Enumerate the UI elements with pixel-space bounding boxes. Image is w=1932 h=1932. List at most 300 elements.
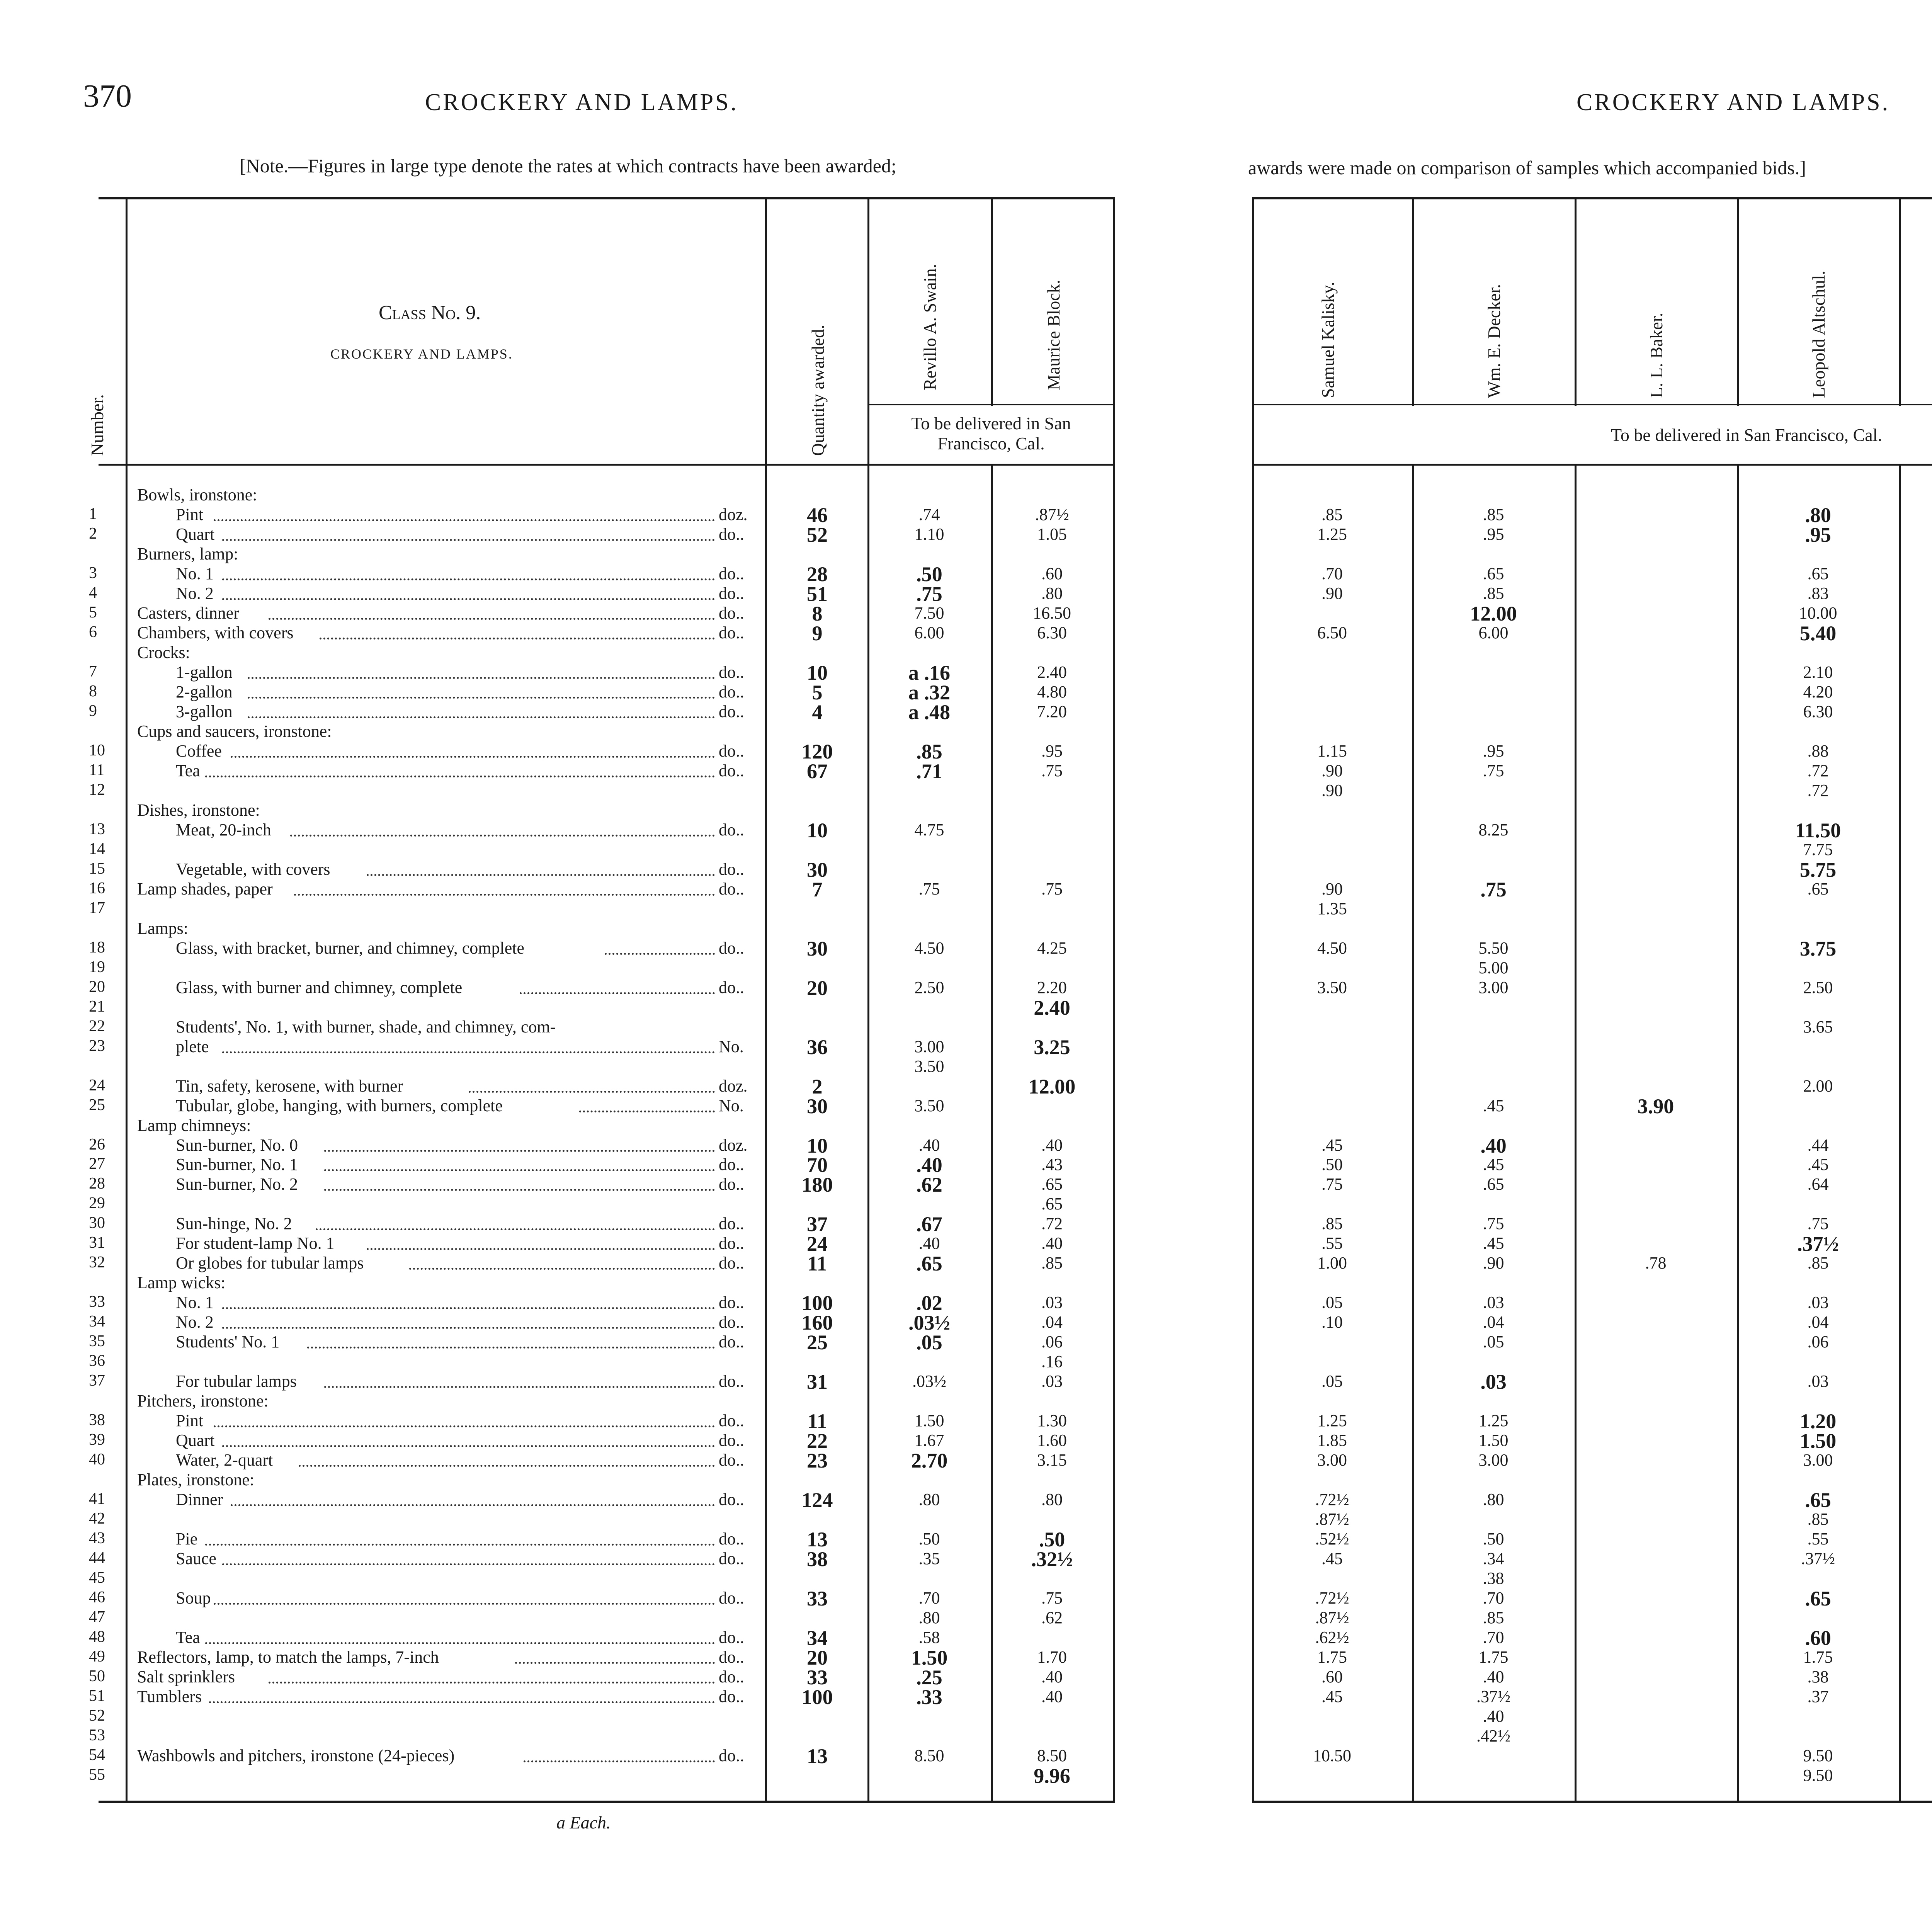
cell-swain: .75 <box>916 582 942 605</box>
row-qty: 100 <box>801 1685 833 1709</box>
row-item: Tea <box>176 1628 200 1647</box>
cell-swain: 3.50 <box>914 1056 944 1076</box>
row-qty: 38 <box>807 1548 828 1571</box>
cell-altschul: .45 <box>1807 1155 1829 1174</box>
cell-altschul: 2.10 <box>1803 662 1833 682</box>
cell-decker: .70 <box>1483 1588 1504 1608</box>
bidder-header-decker: Wm. E. Decker. <box>1484 284 1504 398</box>
cell-block: 6.30 <box>1037 623 1067 642</box>
row-unit: do.. <box>719 1628 744 1647</box>
row-unit: do.. <box>719 1588 744 1608</box>
cell-block: .85 <box>1041 1253 1063 1273</box>
row-qty: 33 <box>807 1587 828 1611</box>
cell-decker: .70 <box>1483 1628 1504 1647</box>
cell-altschul: .65 <box>1807 879 1829 898</box>
cell-block: .06 <box>1041 1332 1063 1352</box>
cell-altschul: .03 <box>1807 1293 1829 1312</box>
cell-swain: .40 <box>916 1153 942 1177</box>
row-unit: do.. <box>719 702 744 721</box>
row-qty: 160 <box>801 1311 833 1335</box>
row-unit: do.. <box>719 603 744 622</box>
cell-decker: 1.75 <box>1478 1648 1509 1667</box>
cell-block: .03 <box>1041 1372 1063 1391</box>
row-number-left: 16 <box>89 879 105 897</box>
leader-dots <box>367 874 715 876</box>
left-bottom-rule <box>99 1801 1115 1803</box>
cell-altschul: .37½ <box>1801 1549 1835 1568</box>
cell-unna <box>1901 1312 1932 1332</box>
leader-dots <box>367 1248 715 1250</box>
cell-kalisky: .10 <box>1321 1313 1343 1332</box>
row-unit: do.. <box>719 1746 744 1765</box>
row-unit: do.. <box>719 1293 744 1312</box>
row-qty: 25 <box>807 1331 828 1354</box>
cell-block: 2.40 <box>1034 996 1070 1019</box>
left-page-number: 370 <box>83 78 132 114</box>
cell-decker: .45 <box>1483 1234 1504 1253</box>
row-unit: doz. <box>719 1135 748 1155</box>
right-col-divider <box>1899 464 1901 1801</box>
cell-kalisky: 1.35 <box>1317 899 1347 918</box>
row-qty: 33 <box>807 1666 828 1689</box>
class-subtitle: CROCKERY AND LAMPS. <box>330 346 513 362</box>
cell-kalisky: .45 <box>1321 1135 1343 1155</box>
leader-dots <box>579 1111 715 1112</box>
row-number-left: 19 <box>89 958 105 976</box>
cell-altschul: .83 <box>1807 583 1829 603</box>
cell-block: .62 <box>1041 1608 1063 1628</box>
row-number-left: 45 <box>89 1569 105 1587</box>
cell-kalisky: .75 <box>1321 1175 1343 1194</box>
row-qty: 22 <box>807 1429 828 1453</box>
row-unit: do.. <box>719 1175 744 1194</box>
row-item: Tubular, globe, hanging, with burners, complete <box>176 1096 503 1115</box>
left-top-rule <box>99 197 1115 199</box>
cell-block: .40 <box>1041 1135 1063 1155</box>
row-qty: 31 <box>807 1370 828 1394</box>
cell-swain: .75 <box>918 879 940 898</box>
row-item: Pie <box>176 1529 198 1549</box>
row-qty: 24 <box>807 1232 828 1256</box>
cell-altschul: .64 <box>1807 1175 1829 1194</box>
leader-dots <box>222 1327 715 1329</box>
cell-kalisky: 1.25 <box>1317 1411 1347 1430</box>
cell-altschul: .37½ <box>1797 1232 1839 1256</box>
cell-altschul: 2.00 <box>1803 1076 1833 1095</box>
row-item: Quart <box>176 1431 215 1450</box>
row-item: Vegetable, with covers <box>176 859 330 879</box>
row-item: Pint <box>176 505 203 524</box>
cell-altschul: 10.00 <box>1799 603 1837 622</box>
row-number-left: 15 <box>89 859 105 878</box>
row-unit: doz. <box>719 1076 748 1095</box>
row-unit: do.. <box>719 1214 744 1233</box>
left-delivery-note: To be delivered in San Francisco, Cal. <box>911 413 1071 453</box>
left-number-header: Number. <box>87 394 107 456</box>
cell-swain: 1.50 <box>911 1646 948 1670</box>
row-unit: do.. <box>719 741 744 760</box>
cell-block: .40 <box>1041 1687 1063 1706</box>
cell-decker: .03 <box>1480 1370 1507 1394</box>
row-unit: do.. <box>719 1648 744 1667</box>
cell-altschul: 3.00 <box>1803 1451 1833 1470</box>
cell-kalisky: .72½ <box>1315 1490 1349 1509</box>
cell-kalisky: 3.00 <box>1317 1451 1347 1470</box>
right-bottom-rule <box>1252 1801 1932 1803</box>
row-number-left: 43 <box>89 1529 105 1548</box>
footnote: a Each. <box>556 1813 611 1832</box>
left-col-divider <box>1113 197 1115 1801</box>
cell-block: .95 <box>1041 741 1063 760</box>
cell-altschul: .60 <box>1805 1626 1831 1650</box>
cell-kalisky: .55 <box>1321 1234 1343 1253</box>
row-number-left: 27 <box>89 1155 105 1173</box>
cell-block: .60 <box>1041 564 1063 583</box>
cell-swain: .50 <box>918 1529 940 1549</box>
cell-kalisky: .62½ <box>1315 1628 1349 1647</box>
cell-unna <box>1901 583 1932 603</box>
leader-dots <box>290 835 715 837</box>
row-qty: 37 <box>807 1213 828 1236</box>
right-col-divider <box>1412 197 1414 406</box>
row-qty: 30 <box>807 1094 828 1118</box>
row-qty: 13 <box>807 1745 828 1768</box>
cell-kalisky: .45 <box>1321 1687 1343 1706</box>
cell-decker: .40 <box>1483 1707 1504 1726</box>
row-number-left: 20 <box>89 978 105 996</box>
row-qty: 20 <box>807 976 828 1000</box>
row-item: Tumblers <box>137 1687 202 1706</box>
row-number-left: 30 <box>89 1214 105 1232</box>
cell-altschul: 5.40 <box>1799 621 1837 645</box>
row-unit: do.. <box>719 623 744 642</box>
leader-dots <box>248 677 715 679</box>
cell-block: .80 <box>1041 583 1063 603</box>
cell-altschul: .04 <box>1807 1313 1829 1332</box>
class-title: Class No. 9. <box>379 302 481 324</box>
cell-block: .40 <box>1041 1234 1063 1253</box>
cell-swain: .74 <box>918 505 940 524</box>
cell-swain: .58 <box>918 1628 940 1647</box>
cell-kalisky: .52½ <box>1315 1529 1349 1549</box>
row-qty: 11 <box>807 1252 827 1276</box>
bidder-header-altschul: Leopold Altschul. <box>1809 270 1828 398</box>
leader-dots <box>324 1169 715 1171</box>
cell-decker: .40 <box>1483 1667 1504 1687</box>
cell-block: .04 <box>1041 1313 1063 1332</box>
cell-altschul: 3.65 <box>1803 1017 1833 1036</box>
row-unit: do.. <box>719 1155 744 1174</box>
row-item: Students', No. 1, with burner, shade, and chimney, com- <box>176 1017 556 1036</box>
cell-altschul: .55 <box>1807 1529 1829 1549</box>
row-number-left: 44 <box>89 1549 105 1567</box>
cell-block: 16.50 <box>1033 603 1071 622</box>
cell-baker: 3.90 <box>1637 1094 1674 1118</box>
cell-decker: 5.50 <box>1478 938 1509 957</box>
row-qty: 10 <box>807 818 828 842</box>
cell-swain: a .48 <box>908 700 950 724</box>
cell-altschul: 5.75 <box>1799 858 1837 881</box>
leader-dots <box>222 539 715 541</box>
right-delivery-rule <box>1252 404 1932 405</box>
row-number-left: 48 <box>89 1628 105 1646</box>
right-col-divider <box>1575 197 1577 406</box>
cell-decker: .65 <box>1483 1175 1504 1194</box>
cell-altschul: .37 <box>1807 1687 1829 1706</box>
row-qty: 100 <box>801 1291 833 1315</box>
row-unit: do.. <box>719 978 744 997</box>
cell-altschul: 9.50 <box>1803 1746 1833 1765</box>
row-unit: do.. <box>719 564 744 583</box>
cell-kalisky: .90 <box>1321 761 1343 780</box>
cell-block: .80 <box>1041 1490 1063 1509</box>
row-number-left: 40 <box>89 1451 105 1469</box>
row-number-left: 7 <box>89 662 97 680</box>
row-qty: 120 <box>801 740 833 763</box>
cell-unna <box>1901 1293 1932 1312</box>
cell-kalisky: .90 <box>1321 781 1343 800</box>
row-unit: do.. <box>719 1411 744 1430</box>
bidder-header-swain: Revillo A. Swain. <box>920 264 940 390</box>
row-unit: do.. <box>719 1451 744 1470</box>
row-unit: No. <box>719 1096 744 1115</box>
leader-dots <box>222 1445 715 1447</box>
row-qty: 5 <box>812 680 823 704</box>
row-qty: 23 <box>807 1449 828 1473</box>
cell-swain: a .32 <box>908 680 950 704</box>
cell-altschul: .88 <box>1807 741 1829 760</box>
right-running-head: CROCKERY AND LAMPS. <box>1577 89 1890 116</box>
row-item: No. 2 <box>176 583 214 603</box>
row-unit: do.. <box>719 1490 744 1509</box>
row-unit: do.. <box>719 1687 744 1706</box>
cell-block: .75 <box>1041 1588 1063 1608</box>
cell-altschul: 7.75 <box>1803 840 1833 859</box>
cell-kalisky: 4.50 <box>1317 938 1347 957</box>
row-item: 1-gallon <box>176 662 233 682</box>
cell-block: .43 <box>1041 1155 1063 1174</box>
cell-altschul: 11.50 <box>1795 818 1841 842</box>
cell-altschul: 6.30 <box>1803 702 1833 721</box>
row-item: Water, 2-quart <box>176 1451 273 1470</box>
row-number-left: 22 <box>89 1017 105 1035</box>
cell-decker: .03 <box>1483 1293 1504 1312</box>
row-qty: 124 <box>801 1488 833 1512</box>
cell-kalisky: 3.50 <box>1317 978 1347 997</box>
leader-dots <box>515 1662 715 1664</box>
cell-swain: 1.67 <box>914 1431 944 1450</box>
cell-kalisky: .87½ <box>1315 1510 1349 1529</box>
row-unit: do.. <box>719 583 744 603</box>
cell-block: 9.96 <box>1034 1764 1070 1787</box>
row-qty: 67 <box>807 759 828 783</box>
cell-decker: .45 <box>1483 1155 1504 1174</box>
row-item: Pitchers, ironstone: <box>137 1391 269 1411</box>
cell-block: .50 <box>1039 1528 1065 1551</box>
cell-decker: .45 <box>1483 1096 1504 1115</box>
row-number-left: 47 <box>89 1608 105 1626</box>
cell-decker: .95 <box>1483 741 1504 760</box>
right-note: awards were made on comparison of samples which accompanied bids.] <box>1248 157 1806 179</box>
row-qty: 20 <box>807 1646 828 1670</box>
row-number-left: 49 <box>89 1648 105 1666</box>
row-item: Coffee <box>176 741 222 760</box>
row-unit: do.. <box>719 820 744 839</box>
row-number-left: 17 <box>89 899 105 917</box>
row-item: Lamp wicks: <box>137 1273 226 1293</box>
cell-kalisky: .90 <box>1321 879 1343 898</box>
cell-altschul: 4.20 <box>1803 682 1833 701</box>
row-qty: 36 <box>807 1035 828 1059</box>
cell-block: .72 <box>1041 1214 1063 1233</box>
cell-block: 2.20 <box>1037 978 1067 997</box>
cell-decker: .05 <box>1483 1332 1504 1352</box>
cell-altschul: .38 <box>1807 1667 1829 1687</box>
row-unit: do.. <box>719 938 744 957</box>
row-number-left: 13 <box>89 820 105 838</box>
cell-kalisky: .60 <box>1321 1667 1343 1687</box>
row-number-left: 18 <box>89 938 105 956</box>
cell-kalisky: 1.25 <box>1317 524 1347 544</box>
cell-altschul: .65 <box>1805 1587 1831 1611</box>
left-header-bottom-rule <box>99 464 1115 466</box>
row-number-left: 33 <box>89 1293 105 1311</box>
bidder-header-kalisky: Samuel Kalisky. <box>1318 281 1338 398</box>
left-col-divider <box>765 197 767 1801</box>
row-item: Glass, with bracket, burner, and chimney, complete <box>176 938 524 957</box>
leader-dots <box>214 1425 715 1427</box>
row-item: Cups and saucers, ironstone: <box>137 721 332 741</box>
cell-altschul: .85 <box>1807 1253 1829 1273</box>
cell-decker: .75 <box>1483 1214 1504 1233</box>
cell-altschul: .44 <box>1807 1135 1829 1155</box>
row-qty: 7 <box>812 878 823 901</box>
cell-block: 8.50 <box>1037 1746 1067 1765</box>
cell-swain: .35 <box>918 1549 940 1568</box>
row-number-left: 24 <box>89 1076 105 1094</box>
row-qty: 10 <box>807 661 828 684</box>
row-item: Students' No. 1 <box>176 1332 280 1352</box>
row-qty: 34 <box>807 1626 828 1650</box>
row-number-left: 46 <box>89 1588 105 1607</box>
row-number-left: 10 <box>89 741 105 759</box>
row-unit: do.. <box>719 1372 744 1391</box>
cell-unna <box>1901 564 1932 583</box>
cell-altschul: 1.75 <box>1803 1648 1833 1667</box>
row-unit: do.. <box>719 859 744 879</box>
row-item: Tea <box>176 761 200 780</box>
row-number-left: 37 <box>89 1372 105 1390</box>
cell-kalisky: 1.85 <box>1317 1431 1347 1450</box>
row-unit: do.. <box>719 662 744 682</box>
cell-swain: 3.00 <box>914 1037 944 1056</box>
row-qty: 30 <box>807 858 828 881</box>
leader-dots <box>324 1150 715 1152</box>
cell-swain: 7.50 <box>914 603 944 622</box>
row-item: Lamps: <box>137 918 188 938</box>
row-unit: do.. <box>719 1313 744 1332</box>
cell-altschul: .95 <box>1805 523 1831 546</box>
left-note: [Note.—Figures in large type denote the rates at which contracts have been awarded; <box>240 155 896 177</box>
leader-dots <box>205 1642 715 1644</box>
leader-dots <box>307 1347 715 1349</box>
row-qty: 46 <box>807 503 828 527</box>
leader-dots <box>469 1091 715 1093</box>
cell-altschul: 2.50 <box>1803 978 1833 997</box>
bidder-header-block: Maurice Block. <box>1044 279 1063 390</box>
row-number-left: 35 <box>89 1332 105 1350</box>
leader-dots <box>520 992 715 994</box>
row-number-left: 51 <box>89 1687 105 1705</box>
cell-kalisky: 1.75 <box>1317 1648 1347 1667</box>
row-number-left: 26 <box>89 1135 105 1153</box>
row-item: No. 1 <box>176 564 214 583</box>
cell-block: 1.05 <box>1037 524 1067 544</box>
cell-swain: .02 <box>916 1291 942 1315</box>
cell-decker: .42½ <box>1476 1726 1510 1746</box>
row-number-left: 32 <box>89 1253 105 1272</box>
cell-decker: .04 <box>1483 1313 1504 1332</box>
right-col-divider <box>1899 197 1901 406</box>
row-number-left: 41 <box>89 1490 105 1508</box>
row-item: Casters, dinner <box>137 603 239 622</box>
row-number-left: 34 <box>89 1313 105 1331</box>
cell-block: 4.25 <box>1037 938 1067 957</box>
row-item: Sun-burner, No. 2 <box>176 1175 298 1194</box>
cell-block: .75 <box>1041 761 1063 780</box>
leader-dots <box>409 1268 715 1270</box>
cell-swain: .85 <box>916 740 942 763</box>
cell-block: 1.60 <box>1037 1431 1067 1450</box>
cell-swain: .67 <box>916 1213 942 1236</box>
row-qty: 70 <box>807 1153 828 1177</box>
row-item: Reflectors, lamp, to match the lamps, 7-inch <box>137 1648 439 1667</box>
row-number-left: 21 <box>89 997 105 1015</box>
row-item: Tin, safety, kerosene, with burner <box>176 1076 403 1095</box>
row-item: Crocks: <box>137 643 190 662</box>
leader-dots <box>205 1544 715 1546</box>
cell-block: .65 <box>1041 1194 1063 1214</box>
leader-dots <box>248 716 715 718</box>
row-item: Washbowls and pitchers, ironstone (24-pieces) <box>137 1746 455 1765</box>
leader-dots <box>205 776 715 777</box>
cell-swain: 4.50 <box>914 938 944 957</box>
row-item: For tubular lamps <box>176 1372 297 1391</box>
right-header-bottom-rule <box>1252 464 1932 466</box>
cell-altschul: .03 <box>1807 1372 1829 1391</box>
cell-kalisky: .05 <box>1321 1293 1343 1312</box>
row-unit: No. <box>719 1037 744 1056</box>
row-item: Glass, with burner and chimney, complete <box>176 978 463 997</box>
cell-swain: 3.50 <box>914 1096 944 1115</box>
cell-decker: .80 <box>1483 1490 1504 1509</box>
cell-swain: .50 <box>916 562 942 586</box>
cell-altschul: .65 <box>1805 1488 1831 1512</box>
cell-decker: 8.25 <box>1478 820 1509 839</box>
row-unit: do.. <box>719 1549 744 1568</box>
qty-header: Quantity awarded. <box>808 325 828 456</box>
left-running-head: CROCKERY AND LAMPS. <box>425 89 739 116</box>
cell-block: 2.40 <box>1037 662 1067 682</box>
leader-dots <box>299 1465 715 1467</box>
row-number-left: 5 <box>89 603 97 621</box>
leader-dots <box>269 618 715 620</box>
cell-block: 1.30 <box>1037 1411 1067 1430</box>
row-number-left: 38 <box>89 1411 105 1429</box>
cell-decker: .85 <box>1483 583 1504 603</box>
leader-dots <box>248 697 715 699</box>
cell-decker: .37½ <box>1476 1687 1510 1706</box>
